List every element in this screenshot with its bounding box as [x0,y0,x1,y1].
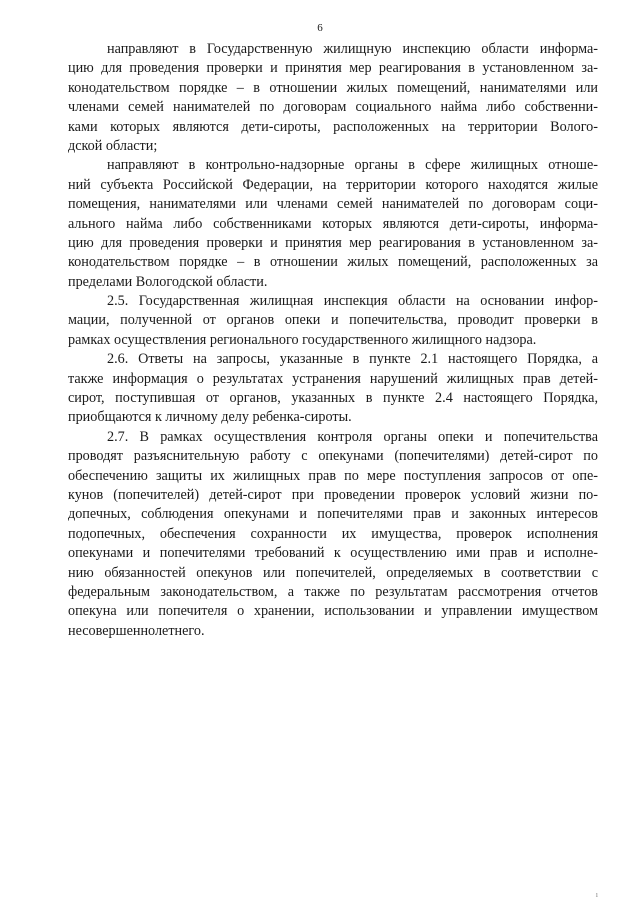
text-line: опекуна или попечителя о хранении, использовании и управлении имуществом [68,603,598,620]
text-line: ального найма либо собственниками которых являются дети-сироты, информа- [68,215,598,232]
text-line: направляют в Государственную жилищную инспекцию области информа- [107,41,598,57]
text-line: 2.6. Ответы на запросы, указанные в пункте 2.1 настоящего Порядка, а [107,351,598,368]
text-line: цию для проведения проверки и принятия мер реагирования в установленном за- [68,234,598,251]
text-line: мации, полученной от органов опеки и попечительства, проводит проверки в [68,312,598,329]
text-line: проводят разъяснительную работу с опекунами (попечителями) детей-сирот по [68,448,598,465]
text-line: подопечных, обеспечения сохранности их имущества, проверок исполнения [68,525,598,542]
text-line: цию для проведения проверки и принятия мер реагирования в установленном за- [68,60,598,77]
text-line: сирот, поступившая от органов, указанных в пункте 2.4 настоящего Порядка, [68,390,598,407]
text-line: обеспечению защиты их жилищных прав по мере поступления запросов от опе- [68,467,598,484]
text-line: несовершеннолетнего. [68,622,205,639]
document-body [68,40,598,641]
text-line: опекунами и попечителями требований к осуществлению ими прав и исполне- [68,545,598,562]
text-line: федеральным законодательством, а также по результатам рассмотрения отчетов [68,583,598,600]
text-line: рамках осуществления регионального государственного жилищного надзора. [68,331,537,348]
text-line: ками которых являются дети-сироты, расположенных на территории Волого- [68,118,598,135]
text-line: пределами Вологодской области. [68,273,268,290]
text-line: кунов (попечителей) детей-сирот при проведении проверок условий жизни по- [68,486,598,503]
text-line: ний субъекта Российской Федерации, на территории которого находятся жилые [68,176,598,193]
text-line: помещения, нанимателями или членами семей нанимателей по договорам соци- [68,196,598,213]
text-line: направляют в контрольно-надзорные органы в сфере жилищных отноше- [107,157,598,174]
text-line: членами семей нанимателей по договорам социального найма либо собственни- [68,99,598,116]
text-line: также информация о результатах устранения нарушений жилищных прав детей- [68,370,598,387]
text-line: дской области; [68,137,158,154]
text-line: 2.7. В рамках осуществления контроля органы опеки и попечительства [107,428,598,445]
text-line: конодательством порядке – в отношении жилых помещений, расположенных за [68,254,598,271]
text-line: допечных, соблюдения опекунами и попечителями прав и законных интересов [68,506,598,523]
corner-mark: ı [595,890,598,899]
text-line: 2.5. Государственная жилищная инспекция области на основании инфор- [107,293,598,310]
page-number: 6 [317,22,323,34]
text-line: конодательством порядке – в отношении жилых помещений, нанимателями или [68,79,598,96]
text-line: нию обязанностей опекунов или попечителей, определяемых в соответствии с [68,564,598,581]
text-line: приобщаются к личному делу ребенка-сироты. [68,409,352,426]
